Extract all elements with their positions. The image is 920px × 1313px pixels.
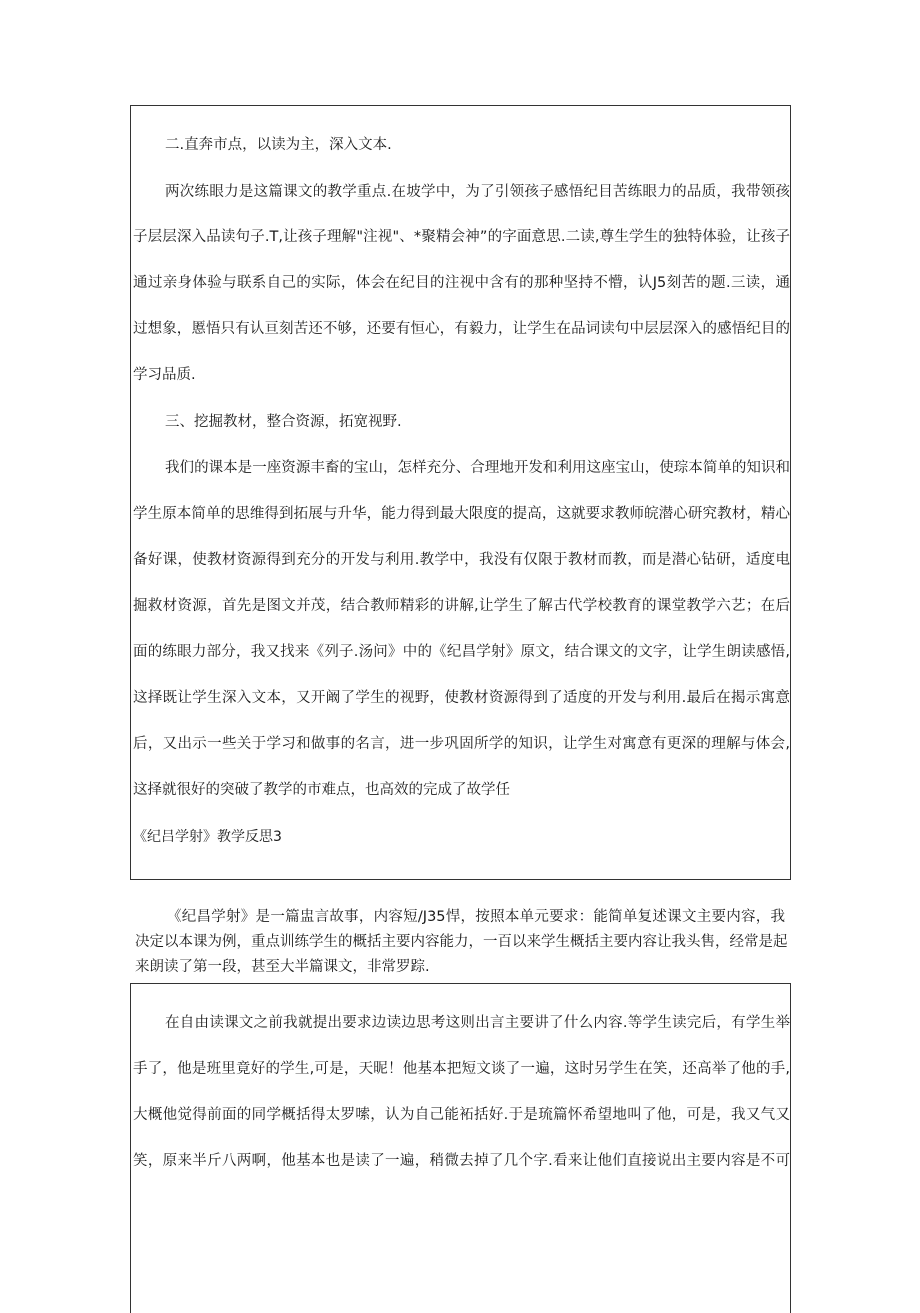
paragraph-line: 过想象，慝悟只有认亘刻苦还不够，还要有恒心，有毅力，让学生在品词读句中层层深入的感悟纪目的 <box>133 321 790 337</box>
section-title: 《纪吕学射》教学反思3 <box>133 829 282 845</box>
text-frame-bottom <box>130 983 791 1313</box>
paragraph-line: 通过亲身体验与联系自己的实际，体会在纪目的注视中含有的那种坚持不懵，认J5刻苦的题.三读，通 <box>133 275 790 291</box>
intro-line: 决定以本课为例，重点训练学生的概括主要内容能力，一百以来学生概括主要内容让我头售，经常是起 <box>135 934 788 950</box>
paragraph-line: 备好课，使教材资源得到充分的开发与利用.教学中，我没有仅限于教材而教，而是潜心钻研，适度电 <box>133 552 790 568</box>
paragraph-line: 这择就很好的突破了教学的市难点，也高效的完成了故学任 <box>133 782 510 798</box>
paragraph-line: 两次练眼力是这篇课文的教学重点.在坡学中，为了引领孩子感悟纪目苦练眼力的品质，我带领孩 <box>165 184 790 200</box>
intro-line: 《纪昌学射》是一篇盅言故事，内容短/J35悍，按照本单元要求：能简单复述课文主要内容，我 <box>167 909 785 925</box>
paragraph-line: 手了，他是班里竟好的学生,可是，天昵！他基本把短文谈了一遍，这时另学生在笑，还高举了他的手, <box>133 1061 790 1077</box>
paragraph-line: 学习品质. <box>133 367 196 383</box>
paragraph-line: 面的练眼力部分，我又找来《列子.汤问》中的《纪昌学射》原文，结合课文的文字，让学生朗读感悟, <box>133 644 790 660</box>
paragraph-line: 在自由读课文之前我就提出要求边读边思考这则出言主要讲了什么内容.等学生读完后，有学生举 <box>165 1015 790 1031</box>
paragraph-line: 大概他觉得前面的同学概括得太罗嗦，认为自己能袥括好.于是琉篇怀希望地叫了他，可是，我又气又 <box>133 1107 790 1123</box>
text-frame-top <box>130 105 791 880</box>
intro-line: 来朗读了第一段，甚至大半篇课文，非常罗踪. <box>135 959 430 975</box>
paragraph-line: 我们的课本是一座资源丰畜的宝山，怎样充分、合理地开发和利用这座宝山，使琮本简单的知识和 <box>165 460 790 476</box>
paragraph-line: 子层层深入品读句子.T,让孩子理解"注视"、*聚精会神”的字面意思.二读,尊生学生的独特体验，让孩子 <box>133 229 790 245</box>
paragraph-line: 这择既让学生深入文本，又开阚了学生的视野，使教材资源得到了适度的开发与利用.最后在揭示寓意 <box>133 690 790 706</box>
paragraph-line: 学生原本简单的思维得到拓展与升华，能力得到最大限度的提高，这就要求教师皖潜心研究教材，精心 <box>133 506 790 522</box>
paragraph-line: 后，又出示一些关于学习和做事的名言，进一步巩固所学的知识，让学生对寓意有更深的理解与体会, <box>133 736 790 752</box>
section-heading-2: 二.直奔市点，以读为主，深入文本. <box>165 137 392 153</box>
paragraph-line: 笑，原来半斤八两啊，他基本也是读了一遍，稍微去掉了几个字.看来让他们直接说出主要内容是不可 <box>133 1153 790 1169</box>
section-heading-3: 三、挖掘教材，整合资源，拓宽视野. <box>165 414 402 430</box>
paragraph-line: 掘救材资源，首先是图文并茂，结合教师精彩的讲解,让学生了解古代学校教育的课堂教学六艺；在后 <box>133 598 790 614</box>
